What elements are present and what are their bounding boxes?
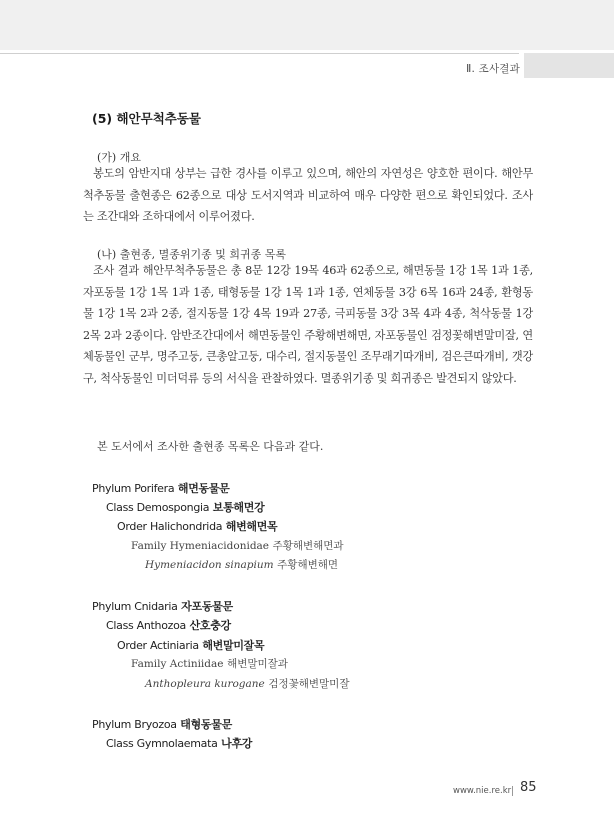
phylum-korean: 해면동물문 (177, 482, 230, 495)
species-anthopleura-kurogane (145, 676, 349, 691)
order-korean: 해변말미잘목 (202, 639, 265, 652)
overview-paragraph: 봉도의 암반지대 상부는 급한 경사를 이루고 있으며, 해안의 자연성은 양호한 편이다. 해안무척추동물 출현종은 62종으로 대상 도서지역과 비교하여 매우 다양한 편으로 확인되었다. 조사는 조간대와 조하대에서 이루어졌다. (83, 167, 533, 224)
species-korean: 검정꽃해변말미잘 (268, 678, 350, 690)
family-hymeniacidonidae (131, 538, 344, 553)
class-latin: Class Gymnolaemata (106, 737, 218, 750)
page-number: 85 (520, 780, 537, 795)
class-korean: 산호충강 (189, 619, 231, 632)
phylum-latin: Phylum Bryozoa (92, 718, 177, 731)
list-intro: 본 도서에서 조사한 출현종 목록은 다음과 같다. (97, 440, 324, 453)
class-latin: Class Anthozoa (106, 619, 186, 632)
species-hymeniacidon-sinapium (145, 557, 338, 572)
section-title: (5) 해안무척추동물 (92, 111, 202, 126)
class-korean: 나후강 (221, 737, 253, 750)
phylum-bryozoa (92, 716, 232, 732)
footer-separator (512, 786, 513, 796)
species-korean: 주황해변해면 (277, 559, 339, 571)
phylum-latin: Phylum Cnidaria (92, 600, 178, 613)
phylum-latin: Phylum Porifera (92, 482, 175, 495)
species-latin: Hymeniacidon sinapium (145, 559, 274, 571)
phylum-korean: 태형동물문 (180, 718, 232, 731)
running-header: Ⅱ. 조사결과 (466, 63, 520, 75)
header-rule (0, 53, 519, 54)
family-latin: Family Actiniidae (131, 658, 224, 670)
order-korean: 해변해면목 (225, 520, 278, 533)
order-latin: Order Actiniaria (117, 639, 199, 652)
class-anthozoa (106, 617, 231, 633)
family-actiniidae (131, 656, 288, 671)
header-tab (524, 53, 614, 78)
overview-heading: (가) 개요 (97, 151, 141, 164)
species-latin: Anthopleura kurogane (145, 678, 265, 690)
top-band (0, 0, 614, 50)
order-latin: Order Halichondrida (117, 520, 223, 533)
family-latin: Family Hymeniacidonidae (131, 540, 270, 552)
phylum-korean: 자포동물문 (181, 600, 233, 613)
phylum-porifera (92, 480, 230, 496)
footer-url: www.nie.re.kr (453, 786, 512, 796)
class-latin: Class Demospongia (106, 501, 210, 514)
order-actiniaria (117, 637, 264, 653)
class-demospongia (106, 499, 264, 515)
phylum-cnidaria (92, 598, 233, 614)
order-halichondrida (117, 518, 277, 534)
family-korean: 주황해변해면과 (272, 540, 344, 552)
species-paragraph: 조사 결과 해안무척추동물은 총 8문 12강 19목 46과 62종으로, 해면동물 1강 1목 1과 1종, 자포동물 1강 1목 1과 1종, 태형동물 1강 1목 1과 1종, 연체동물 3강 6목 16과 24종, 환형동물 1강 1목 2과 2종, 절지동물 1강 4목 19과 27종, 극피동물 3강 3목 4과 4종, 척삭동물 1강 2목 2과 2종이다. 암반조간대에서 해면동물인 주황해변해면, 자포동물인 검정꽃해변말미잘, 연체동물인 군부, 명주고둥, 큰총알고둥, 대수리, 절지동물인 조무래기따개비, 검은큰따개비, 갯강구, 척삭동물인 미더덕류 등의 서식을 관찰하였다. 멸종위기종 및 희귀종은 발견되지 않았다. (83, 264, 533, 385)
class-korean: 보통해면강 (212, 501, 265, 514)
class-gymnolaemata (106, 735, 252, 751)
family-korean: 해변말미잘과 (227, 658, 288, 670)
species-heading: (나) 출현종, 멸종위기종 및 희귀종 목록 (97, 248, 286, 261)
